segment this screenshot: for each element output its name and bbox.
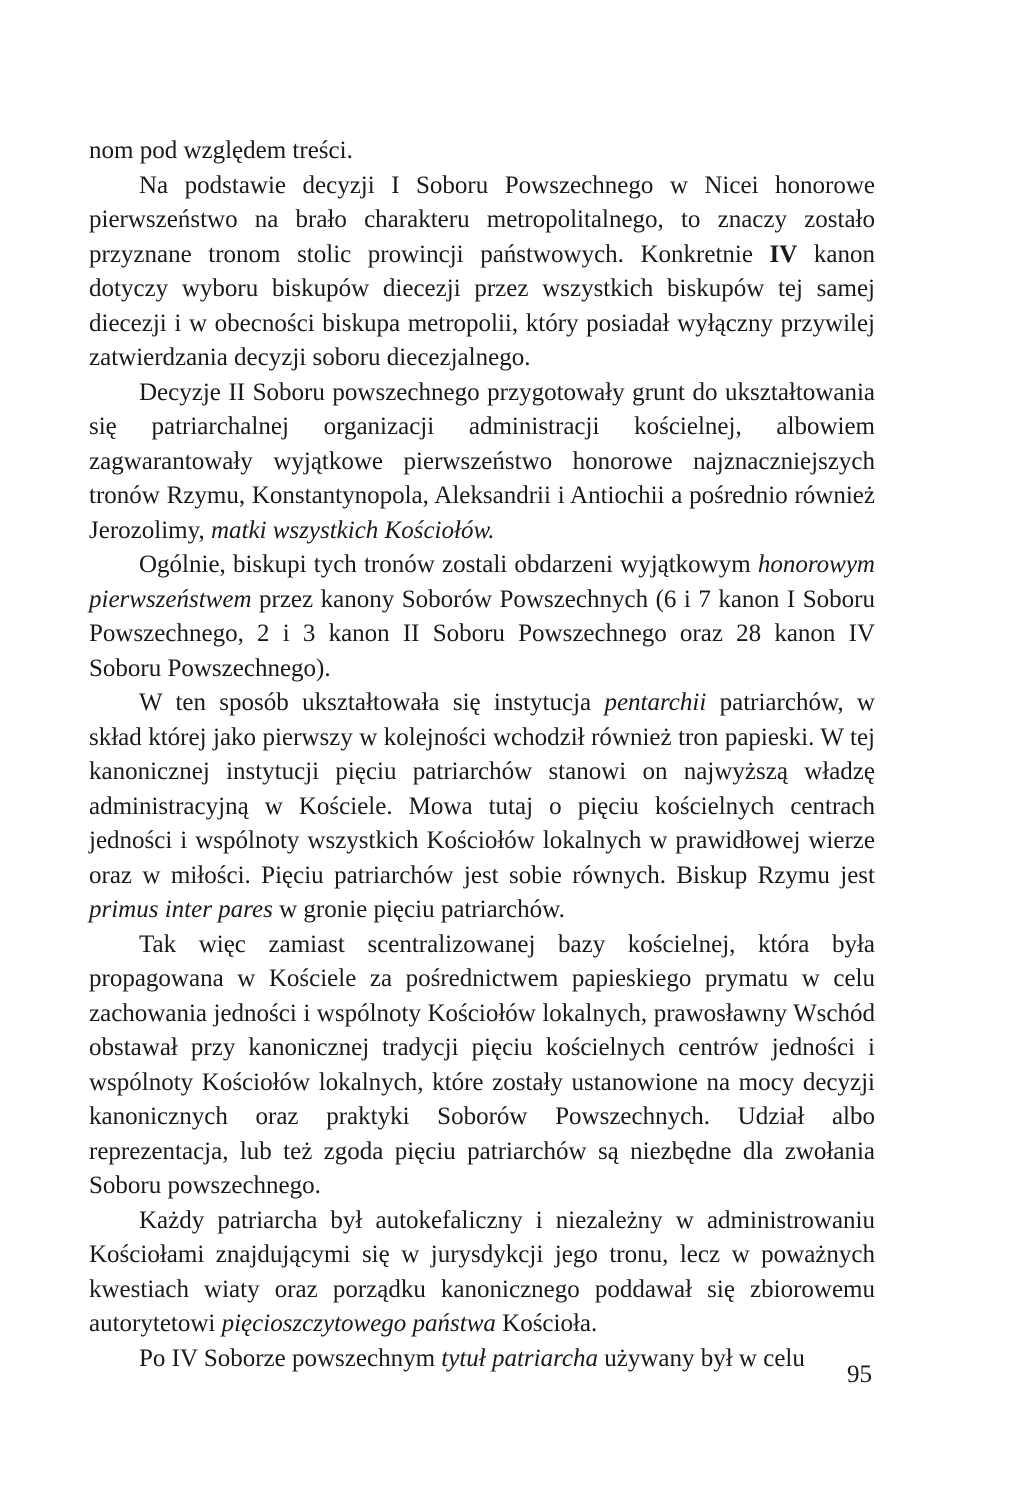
italic-phrase: honorowym pierwszeństwem [89, 551, 875, 613]
italic-phrase: tytuł patriarcha [441, 1344, 598, 1372]
paragraph-text: Decyzje II Soboru powszechnego przygotowały grunt do ukształtowania się patriarchalnej organizacji administracji kościelnej, albowiem zagwarantowały wyjątkowe pierwszeństwo honorowe najznaczniejszych tronów Rzymu, Konstantynopola, Aleksandrii i Antiochii a pośrednio również Jerozolimy, [89, 378, 875, 544]
italic-phrase: matki wszystkich Kościołów. [210, 516, 495, 544]
italic-phrase: pięcioszczytowego państwa [221, 1310, 496, 1337]
paragraph-text: kanon dotyczy wyboru biskupów diecezji przez wszystkich biskupów tej samej diecezji i w obecności biskupa metropolii, który posiadał wyłączny przywilej zatwierdzania decyzji soboru diecezjalnego. [89, 240, 875, 371]
bold-roman-numeral: IV [769, 240, 798, 268]
paragraph-centralization [89, 928, 875, 1204]
italic-phrase: pentarchii [604, 689, 707, 716]
page-body [89, 134, 875, 1376]
paragraph-text: patriarchów, w skład której jako pierwszy w kolejności wchodził również tron papieski. W tej kanonicznej instytucji pięciu patriarchów stanowi on najwyższą władzę administracyjną w Kościele. Mowa tutaj o pięciu kościelnych centrach jedności i wspólnoty wszystkich Kościołów lokalnych w prawidłowej wierze oraz w miłości. Pięciu patriarchów jest sobie równych. Biskup Rzymu jest [89, 689, 875, 889]
page-number: 95 [847, 1361, 872, 1388]
paragraph-text: W ten sposób ukształtowała się instytucja [139, 689, 605, 716]
italic-phrase: primus inter pares [89, 896, 273, 923]
paragraph-text: Po IV Soborze powszechnym [139, 1344, 442, 1372]
paragraph-nicaea [89, 169, 875, 376]
paragraph-text: nom pod względem treści. [89, 137, 353, 164]
paragraph-text: Kościoła. [495, 1310, 598, 1337]
paragraph-autocephaly [89, 1204, 875, 1342]
paragraph-text: używany był w celu [597, 1344, 805, 1372]
paragraph-second-council [89, 376, 875, 549]
paragraph-continuation [89, 134, 875, 169]
paragraph-honorary-primacy [89, 548, 875, 686]
paragraph-text: w gronie pięciu patriarchów. [272, 896, 565, 923]
paragraph-text: przez kanony Soborów Powszechnych (6 i 7 kanon I Soboru Powszechnego, 2 i 3 kanon II Soboru Powszechnego oraz 28 kanon IV Soboru Powszechnego). [89, 585, 875, 682]
paragraph-text: Na podstawie decyzji I Soboru Powszechnego w Nicei honorowe pierwszeństwo na brało charakteru metropolitalnego, to znaczy zostało przyznane tronom stolic prowincji państwowych. Konkretnie [89, 171, 875, 268]
paragraph-text: Każdy patriarcha był autokefaliczny i niezależny w administrowaniu Kościołami znajdującymi się w jurysdykcji jego tronu, lecz w poważnych kwestiach wiaty oraz porządku kanonicznego poddawał się zbiorowemu autorytetowi [89, 1206, 875, 1337]
paragraph-text: Ogólnie, biskupi tych tronów zostali obdarzeni wyjątkowym [139, 551, 758, 578]
paragraph-pentarchy [89, 686, 875, 928]
paragraph-patriarch-title [89, 1342, 875, 1377]
paragraph-text: Tak więc zamiast scentralizowanej bazy kościelnej, która była propagowana w Kościele za pośrednictwem papieskiego prymatu w celu zachowania jedności i wspólnoty Kościołów lokalnych, prawosławny Wschód obstawał przy kanonicznej tradycji pięciu kościelnych centrów jedności i wspólnoty Kościołów lokalnych, które zostały ustanowione na mocy decyzji kanonicznych oraz praktyki Soborów Powszechnych. Udział albo reprezentacja, lub też zgoda pięciu patriarchów są niezbędne dla zwołania Soboru powszechnego. [89, 930, 875, 1199]
